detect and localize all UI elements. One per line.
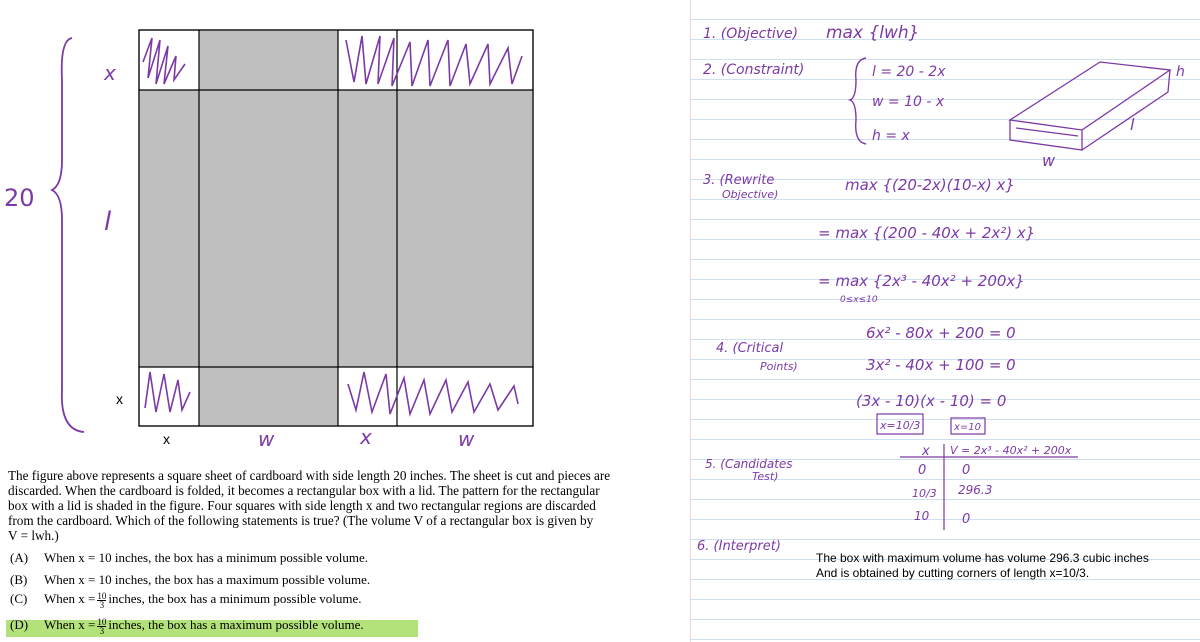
note-simplified: 3x² - 40x + 100 = 0 xyxy=(866,356,1016,374)
label-bottom-w1: w xyxy=(258,427,275,451)
note-constraint-l: l = 20 - 2x xyxy=(872,64,946,80)
choice-text-rest: inches, the box has a maximum possible volume. xyxy=(108,617,364,632)
note-expr1: max {(20-2x)(10-x) x} xyxy=(845,176,1015,194)
table-row2-v: 296.3 xyxy=(958,483,993,497)
note-expr3-domain: 0≤x≤10 xyxy=(840,295,878,305)
note-step2: 2. (Constraint) xyxy=(703,62,805,78)
conclusion-text xyxy=(816,551,1149,581)
choice-b[interactable] xyxy=(10,572,370,588)
problem-line: discarded. When the cardboard is folded, it becomes a rectangular box with a lid. The pattern for the rectangular xyxy=(8,483,600,498)
note-root1: x=10/3 xyxy=(880,419,921,432)
label-left-l: l xyxy=(104,207,112,237)
lid-top-panel xyxy=(199,30,338,90)
box-sketch xyxy=(1010,62,1170,150)
label-left-x-top: x xyxy=(104,61,116,85)
note-step6: 6. (Interpret) xyxy=(697,539,781,554)
conclusion-line: And is obtained by cutting corners of length x=10/3. xyxy=(816,566,1090,580)
table-row3-v: 0 xyxy=(962,512,971,527)
note-step1-expr: max {lwh} xyxy=(826,23,920,43)
note-step1: 1. (Objective) xyxy=(703,26,799,42)
box-label-w: w xyxy=(1042,151,1056,170)
table-row1-x: 0 xyxy=(918,463,927,478)
choice-label: (D) xyxy=(10,617,29,632)
fraction: $\frac{10}{3}$ xyxy=(97,590,107,610)
note-constraint-h: h = x xyxy=(872,128,910,144)
note-factored: (3x - 10)(x - 10) = 0 xyxy=(856,392,1007,410)
choice-text-rest: inches, the box has a minimum possible volume. xyxy=(108,591,362,606)
fraction: $\frac{10}{3}$ xyxy=(97,616,107,636)
choice-text: When x = xyxy=(44,591,96,606)
cardboard-figure xyxy=(52,30,533,432)
problem-line: from the cardboard. Which of the following statements is true? (The volume V of a rectangular box is given by xyxy=(8,513,594,528)
problem-line: box with a lid is shaded in the figure. Four squares with side length x and two rectangular regions are discarded xyxy=(8,498,596,513)
table-row1-v: 0 xyxy=(962,463,971,478)
choice-text: When x = 10 inches, the box has a maximum possible volume. xyxy=(44,572,371,587)
note-step5b: Test) xyxy=(752,470,779,483)
table-row3-x: 10 xyxy=(914,509,930,523)
note-expr3: = max {2x³ - 40x² + 200x} xyxy=(818,272,1025,290)
choice-text: When x = xyxy=(44,617,96,632)
problem-statement xyxy=(8,468,638,543)
note-derivative: 6x² - 80x + 200 = 0 xyxy=(866,324,1016,342)
label-bottom-x: x xyxy=(163,431,170,447)
table-row2-x: 10/3 xyxy=(912,487,937,500)
table-head-v: V = 2x³ - 40x² + 200x xyxy=(950,444,1072,457)
label-bottom-x2: x xyxy=(360,425,372,449)
box-label-h: h xyxy=(1176,64,1185,80)
table-head-x: x xyxy=(922,444,930,459)
constraint-brace xyxy=(850,58,866,144)
box-main-panel xyxy=(139,90,533,367)
note-step3b: Objective) xyxy=(722,188,779,201)
choice-text: When x = 10 inches, the box has a minimum possible volume. xyxy=(44,550,368,565)
note-step5a: 5. (Candidates xyxy=(705,457,793,471)
note-root2: x=10 xyxy=(954,422,982,433)
note-step4b: Points) xyxy=(760,360,798,373)
lid-bottom-panel xyxy=(199,367,338,426)
choice-label: (C) xyxy=(10,591,28,606)
choice-label: (A) xyxy=(10,550,29,565)
choice-label: (B) xyxy=(10,572,28,587)
note-step3a: 3. (Rewrite xyxy=(703,173,775,188)
conclusion-line: The box with maximum volume has volume 296.3 cubic inches xyxy=(816,551,1149,565)
label-left-x-bottom: x xyxy=(116,391,123,407)
label-side-20: 20 xyxy=(4,184,35,212)
box-label-l: l xyxy=(1130,115,1135,134)
note-constraint-w: w = 10 - x xyxy=(872,94,945,110)
choice-d[interactable] xyxy=(10,617,364,635)
problem-line: V = lwh.) xyxy=(8,528,59,543)
label-bottom-w2: w xyxy=(458,427,475,451)
note-expr2: = max {(200 - 40x + 2x²) x} xyxy=(818,224,1036,242)
note-step4a: 4. (Critical xyxy=(716,341,784,356)
choice-c[interactable] xyxy=(10,591,361,609)
side-brace xyxy=(52,38,84,432)
handwritten-notes xyxy=(697,23,1185,554)
choice-a[interactable] xyxy=(10,550,368,566)
problem-line: The figure above represents a square sheet of cardboard with side length 20 inches. The sheet is cut and pieces are xyxy=(8,468,611,483)
